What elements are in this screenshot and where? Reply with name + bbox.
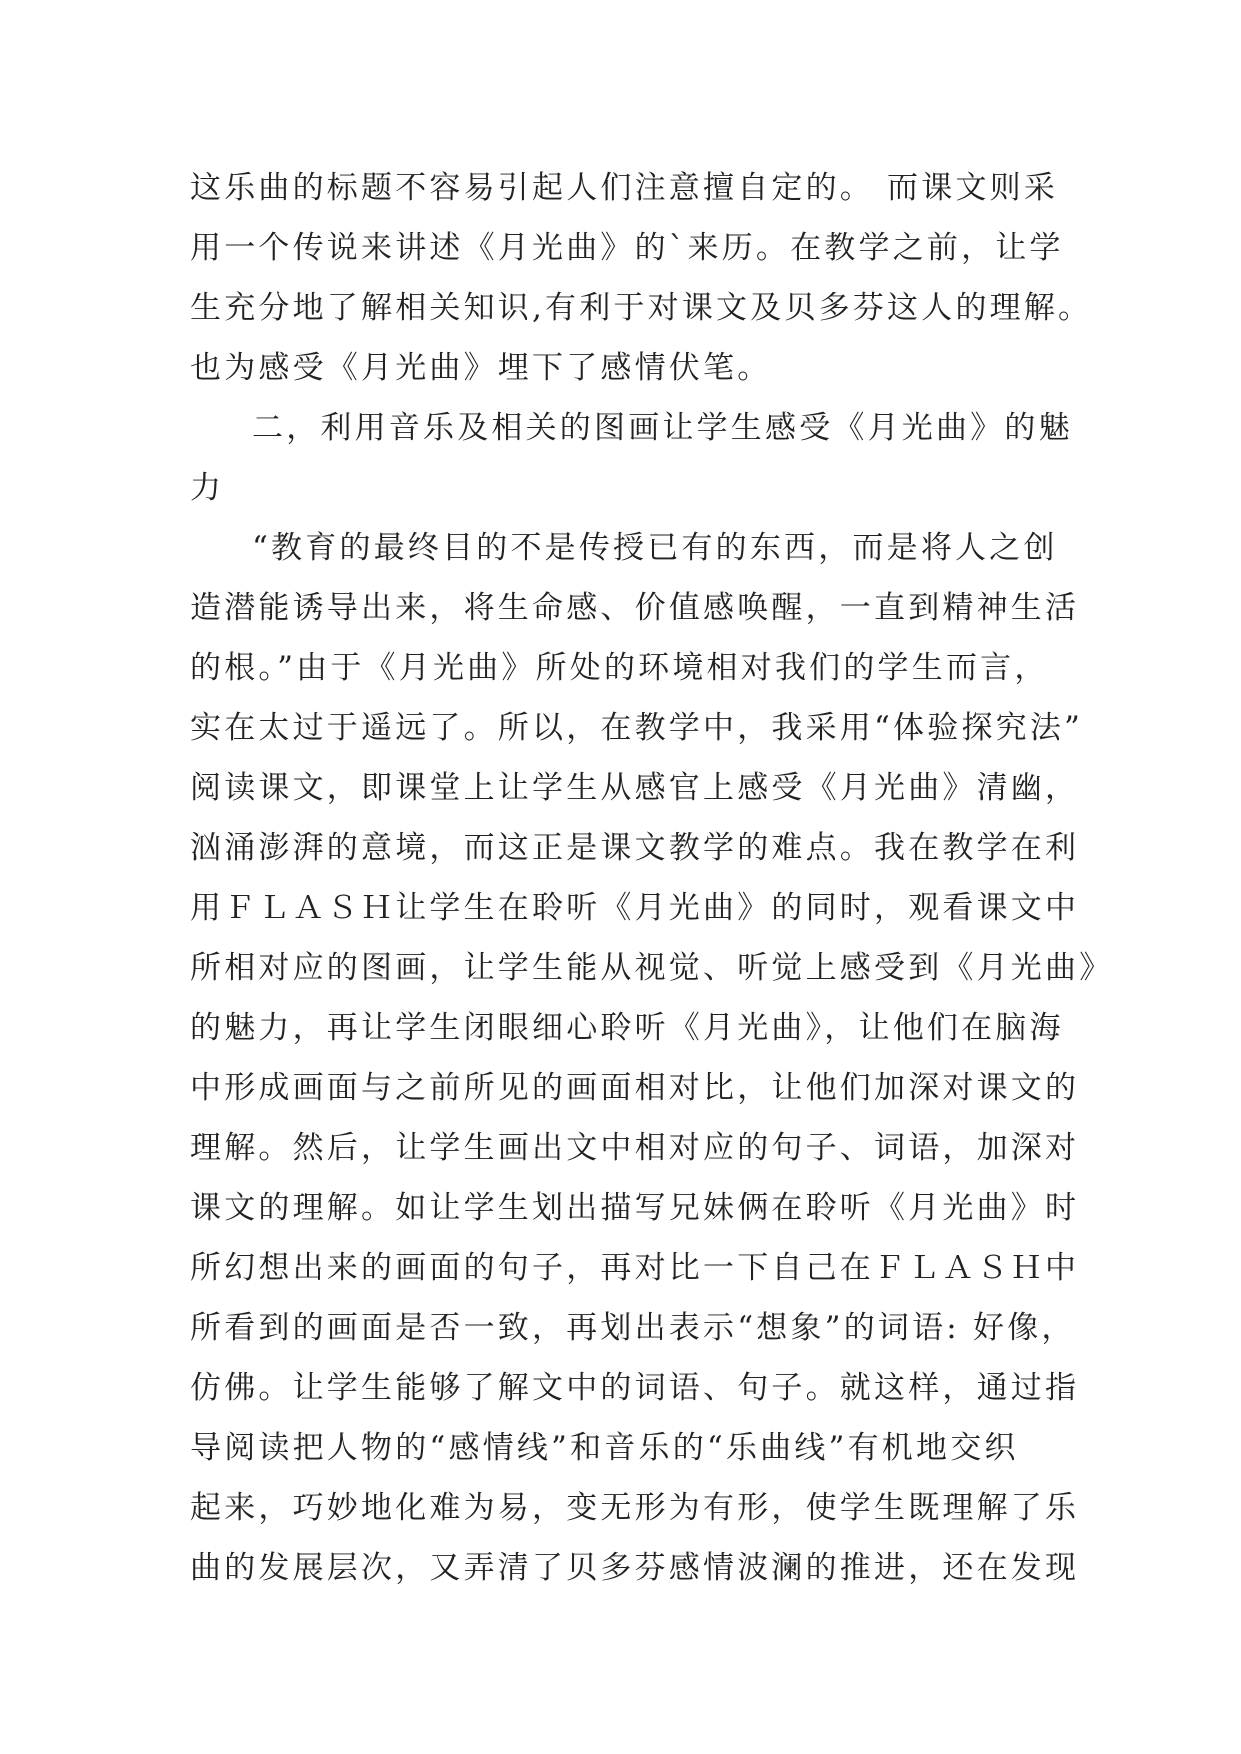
text-line: 所幻想出来的画面的句子，再对比一下自己在ＦＬＡＳＨ中 <box>190 1250 1080 1286</box>
text-line: 用一个传说来讲述《月光曲》的`来历。在教学之前，让学 <box>190 230 1064 266</box>
text-line: 阅读课文，即课堂上让学生从感官上感受《月光曲》清幽， <box>190 770 1080 806</box>
text-line: 也为感受《月光曲》埋下了感情伏笔。 <box>190 350 772 386</box>
text-line: 所相对应的图画，让学生能从视觉、听觉上感受到《月光曲》 <box>190 950 1114 986</box>
text-line: 实在太过于遥远了。所以，在教学中，我采用“体验探究法” <box>190 710 1084 746</box>
text-line: 造潜能诱导出来，将生命感、价值感唤醒，一直到精神生活 <box>190 590 1080 626</box>
text-line: 中形成画面与之前所见的画面相对比，让他们加深对课文的 <box>190 1070 1080 1106</box>
text-line: 导阅读把人物的“感情线”和音乐的“乐曲线”有机地交织 <box>190 1430 1019 1466</box>
text-line: 起来，巧妙地化难为易，变无形为有形，使学生既理解了乐 <box>190 1490 1080 1526</box>
paragraph-first-line: “教育的最终目的不是传授已有的东西，而是将人之创 <box>252 530 1058 566</box>
text-line: 课文的理解。如让学生划出描写兄妹俩在聆听《月光曲》时 <box>190 1190 1080 1226</box>
text-line: 汹涌澎湃的意境，而这正是课文教学的难点。我在教学在利 <box>190 830 1080 866</box>
section-heading-line: 力 <box>190 470 225 506</box>
section-heading-line: 二，利用音乐及相关的图画让学生感受《月光曲》的魅 <box>252 410 1073 446</box>
body-text <box>190 158 1114 1598</box>
text-line: 仿佛。让学生能够了解文中的词语、句子。就这样，通过指 <box>190 1370 1080 1406</box>
text-line: 的魅力，再让学生闭眼细心聆听《月光曲》，让他们在脑海 <box>190 1010 1064 1046</box>
text-line: 曲的发展层次，又弄清了贝多芬感情波澜的推进，还在发现 <box>190 1550 1080 1586</box>
text-line: 生充分地了解相关知识,有利于对课文及贝多芬这人的理解。 <box>190 290 1093 326</box>
text-line: 用ＦＬＡＳＨ让学生在聆听《月光曲》的同时，观看课文中 <box>190 890 1080 926</box>
text-line: 理解。然后，让学生画出文中相对应的句子、词语，加深对 <box>190 1130 1080 1166</box>
text-line: 所看到的画面是否一致，再划出表示“想象”的词语: 好像， <box>190 1310 1076 1346</box>
text-line: 这乐曲的标题不容易引起人们注意擅自定的。 而课文则采 <box>190 170 1059 206</box>
text-line: 的根。”由于《月光曲》所处的环境相对我们的学生而言， <box>190 650 1049 686</box>
